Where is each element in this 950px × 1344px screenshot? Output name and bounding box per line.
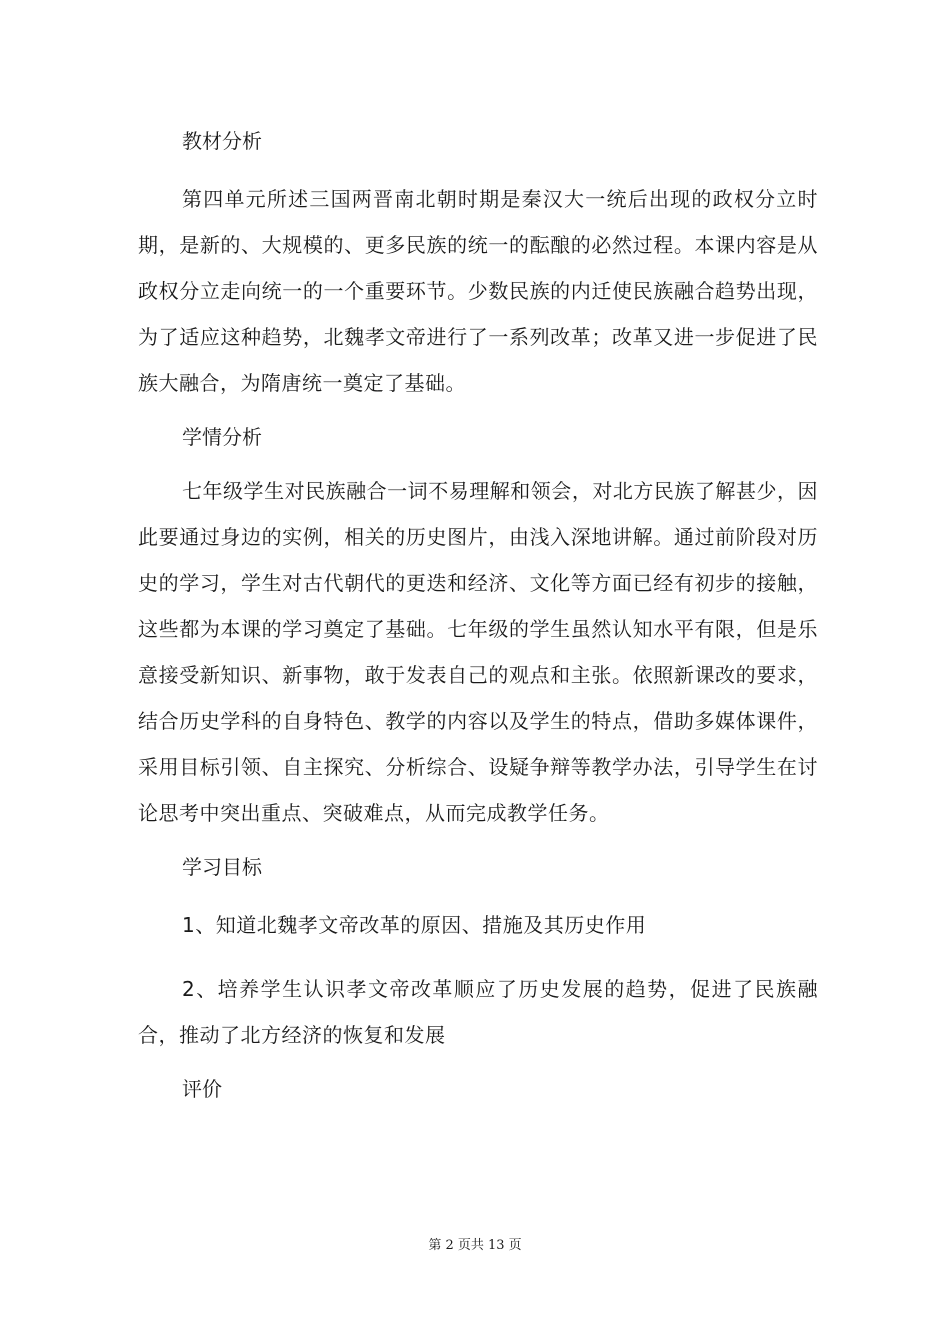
- section-title-learning-goals: 学习目标: [182, 855, 262, 879]
- section-title-evaluation: 评价: [182, 1077, 222, 1101]
- page-number: 第 2 页共 13 页: [428, 1238, 522, 1253]
- learning-goal-2: 2、培养学生认识孝文帝改革顺应了历史发展的趋势，促进了民族融合，推动了北方经济的恢复和发展: [138, 977, 818, 1047]
- section-title-textbook-analysis: 教材分析: [182, 129, 262, 153]
- paragraph-student-analysis: 七年级学生对民族融合一词不易理解和领会，对北方民族了解甚少，因此要通过身边的实例，相关的历史图片，由浅入深地讲解。通过前阶段对历史的学习，学生对古代朝代的更迭和经济、文化等方面已经有初步的接触，这些都为本课的学习奠定了基础。七年级的学生虽然认知水平有限，但是乐意接受新知识、新事物，敢于发表自己的观点和主张。依照新课改的要求，结合历史学科的自身特色、教学的内容以及学生的特点，借助多媒体课件，采用目标引领、自主探究、分析综合、设疑争辩等教学办法，引导学生在讨论思考中突出重点、突破难点，从而完成教学任务。: [138, 479, 818, 825]
- document-body: [138, 118, 818, 1112]
- learning-goal-1: 1、知道北魏孝文帝改革的原因、措施及其历史作用: [182, 913, 647, 937]
- paragraph-textbook-analysis: 第四单元所述三国两晋南北朝时期是秦汉大一统后出现的政权分立时期，是新的、大规模的、更多民族的统一的酝酿的必然过程。本课内容是从政权分立走向统一的一个重要环节。少数民族的内迁使民族融合趋势出现，为了适应这种趋势，北魏孝文帝进行了一系列改革；改革又进一步促进了民族大融合，为隋唐统一奠定了基础。: [138, 187, 818, 395]
- section-title-student-analysis: 学情分析: [182, 425, 262, 449]
